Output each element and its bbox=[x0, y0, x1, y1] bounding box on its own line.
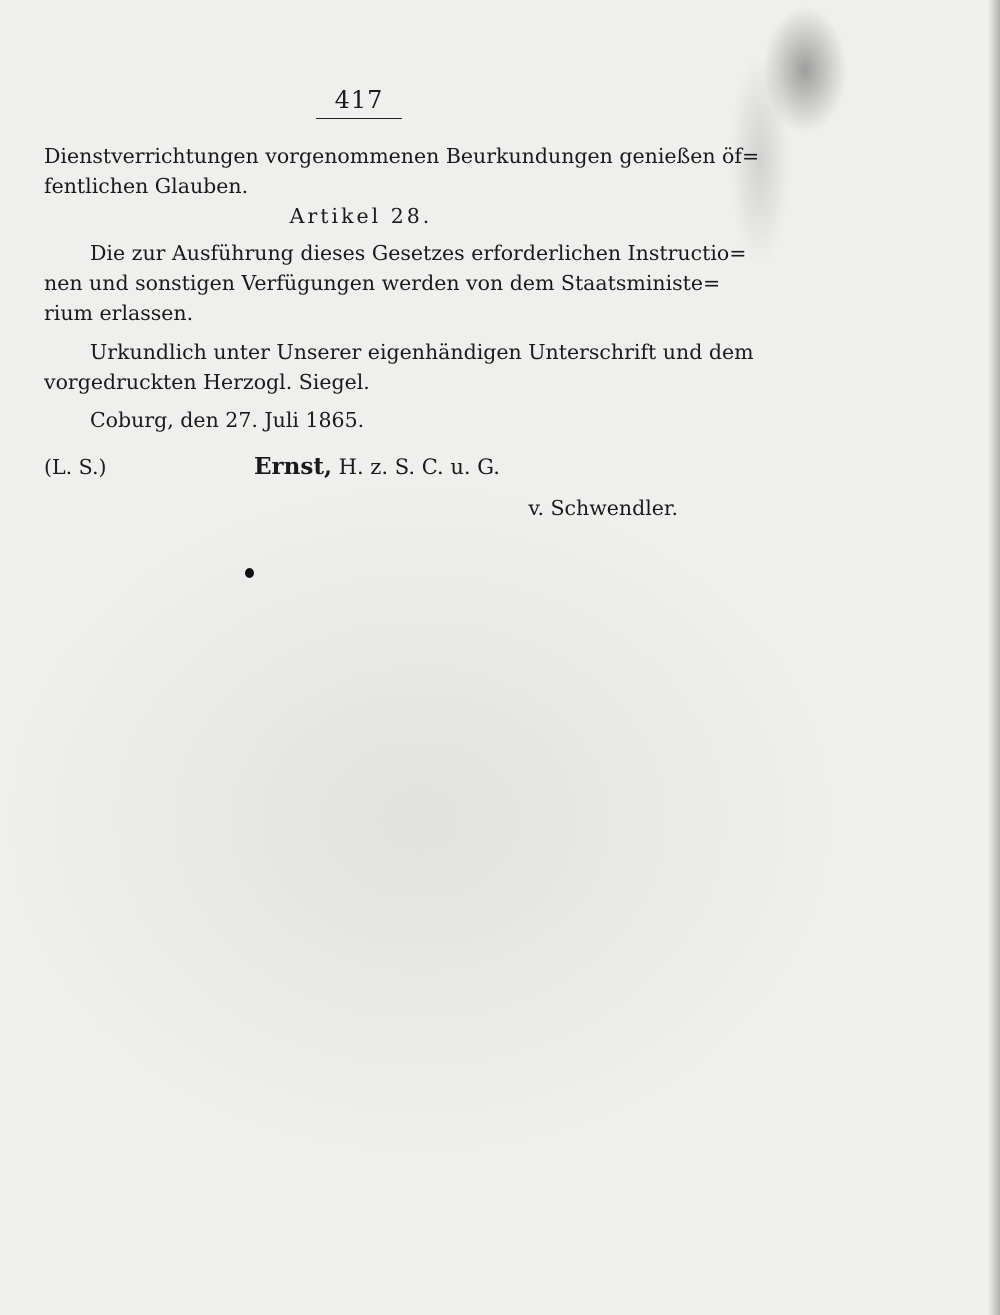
text-line-3: Die zur Ausführung dieses Gesetzes erforderlichen Instructio= bbox=[90, 241, 747, 265]
text-line-7: vorgedruckten Herzogl. Siegel. bbox=[44, 370, 370, 394]
text-line-4: nen und sonstigen Verfügungen werden von dem Staatsministe= bbox=[44, 271, 721, 295]
page-edge-shadow bbox=[988, 0, 1000, 1315]
text-line-5: rium erlassen. bbox=[44, 301, 194, 325]
place-date: Coburg, den 27. Juli 1865. bbox=[90, 408, 365, 432]
text-line-2: fentlichen Glauben. bbox=[44, 174, 249, 198]
countersignature: v. Schwendler. bbox=[528, 496, 678, 520]
text-line-6: Urkundlich unter Unserer eigenhändigen Unterschrift und dem bbox=[90, 340, 754, 364]
page-number: 417 bbox=[334, 86, 384, 114]
ink-spot bbox=[245, 568, 254, 578]
signatory-name: Ernst, bbox=[254, 453, 332, 480]
page-number-rule bbox=[316, 118, 402, 119]
article-heading: Artikel 28. bbox=[289, 204, 433, 228]
signatory-title: H. z. S. C. u. G. bbox=[338, 455, 500, 479]
text-line-1: Dienstverrichtungen vorgenommenen Beurkundungen genießen öf= bbox=[44, 144, 760, 168]
seal-marker: (L. S.) bbox=[44, 455, 107, 479]
signatory bbox=[254, 452, 500, 482]
